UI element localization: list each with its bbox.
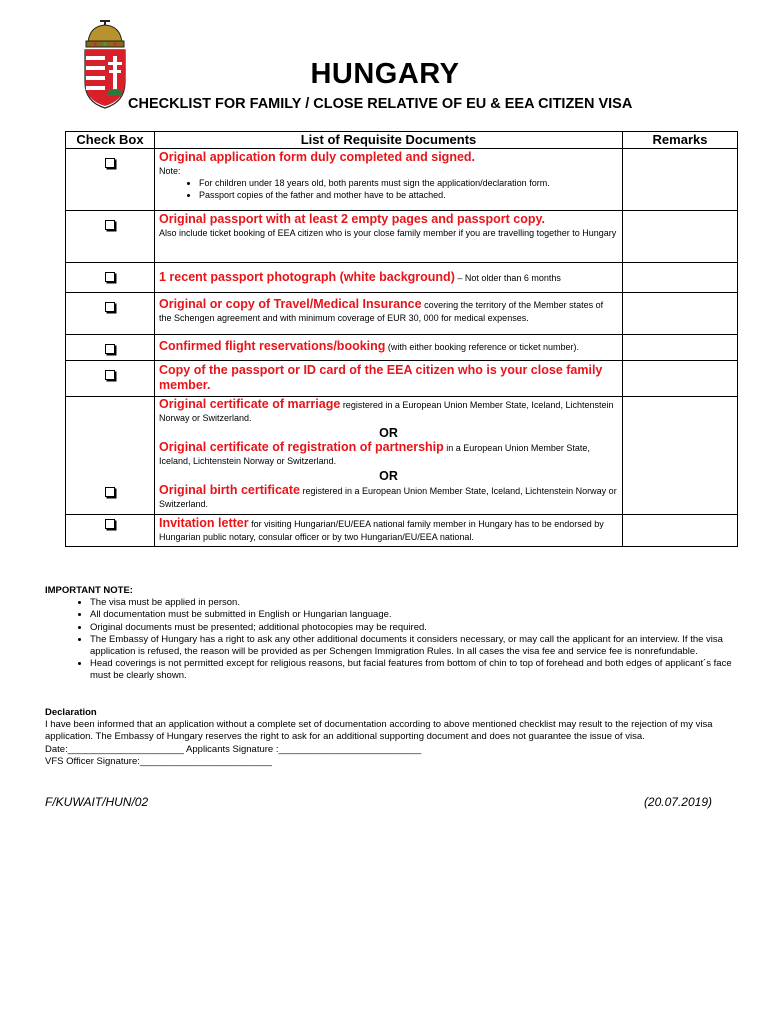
document-title: Copy of the passport or ID card of the EEA citizen who is your close family member. (159, 363, 603, 392)
note-label: Note: (159, 166, 181, 176)
remarks-cell (623, 397, 738, 515)
document-text: covering the territory of the Member states of the Schengen agreement and with minimum coverage of EUR 30, 000 for medical expenses. (159, 300, 604, 323)
page-title: HUNGARY (310, 58, 460, 90)
declaration-heading: Declaration (45, 707, 97, 718)
checkbox[interactable] (105, 158, 115, 168)
important-note-heading: IMPORTANT NOTE: (45, 585, 133, 596)
checkbox[interactable] (105, 487, 115, 497)
table-row (66, 361, 738, 397)
checkbox[interactable] (105, 302, 115, 312)
checkbox[interactable] (105, 370, 115, 380)
table-row (66, 211, 738, 263)
document-text: registered in a European Union Member State, Iceland, Lichtenstein Norway or Switzerland. (159, 400, 614, 423)
table-row (66, 263, 738, 293)
list-item: • The visa must be applied in person. (90, 597, 735, 609)
checkbox[interactable] (105, 220, 115, 230)
declaration-text: I have been informed that an application without a complete set of documentation according to above mentioned checklist may result to the rejection of my visa application. The Embassy of Hungary reserves the right to ask for an additional supporting document and does not guarantee the issue of visa. (45, 719, 713, 743)
or-separator: OR (379, 426, 398, 440)
document-title: Confirmed flight reservations/booking (159, 339, 386, 353)
document-text: (with either booking reference or ticket number). (385, 342, 580, 352)
officer-signature-line: VFS Officer Signature:_________________________ (45, 755, 272, 767)
page-subtitle: CHECKLIST FOR FAMILY / CLOSE RELATIVE OF EU & EEA CITIZEN VISA (128, 96, 633, 112)
list-item: • The Embassy of Hungary has a right to ask any other additional documents it considers necessary, or may call the applicant for an interview. If the visa application is refused, the reason will be provided as per Schengen Immigration Rules. In all cases the visa fee and service fee is nonrefundable. (90, 634, 735, 658)
table-row (66, 293, 738, 335)
document-text: for visiting Hungarian/EU/EEA national family member in Hungary has to be endorsed by Hungarian public notary, consular officer or by two Hungarian/EU/EEA national. (159, 519, 604, 542)
list-item: • For children under 18 years old, both parents must sign the application/declaration form. (199, 177, 618, 189)
remarks-cell (623, 211, 738, 263)
document-text: in a European Union Member State, Iceland, Lichtenstein Norway or Switzerland. (159, 443, 590, 466)
column-header-checkbox: Check Box (66, 132, 155, 149)
table-row (66, 335, 738, 361)
document-title: Original or copy of Travel/Medical Insurance (159, 297, 422, 311)
remarks-cell (623, 263, 738, 293)
document-title: Original certificate of registration of partnership (159, 440, 444, 454)
checkbox[interactable] (105, 344, 115, 354)
table-row (66, 515, 738, 547)
checkbox[interactable] (105, 519, 115, 529)
list-item: • Head coverings is not permitted except for religious reasons, but facial features from bottom of chin to top of forehead and both edges of applicant´s face must be clearly shown. (90, 658, 735, 682)
column-header-documents: List of Requisite Documents (155, 132, 623, 149)
document-text: – Not older than 6 months (454, 273, 561, 283)
document-title: Original application form duly completed and signed. (159, 150, 476, 164)
list-item: • All documentation must be submitted in English or Hungarian language. (90, 609, 735, 621)
list-item: • Passport copies of the father and mother have to be attached. (199, 189, 618, 201)
table-row (66, 397, 738, 515)
remarks-cell (623, 335, 738, 361)
or-separator: OR (379, 469, 398, 483)
remarks-cell (623, 293, 738, 335)
remarks-cell (623, 515, 738, 547)
declaration-section (45, 707, 735, 768)
document-title: 1 recent passport photograph (white background) (159, 270, 455, 284)
table-header-row (66, 132, 738, 149)
remarks-cell (623, 361, 738, 397)
form-code: F/KUWAIT/HUN/02 (45, 795, 149, 809)
remarks-cell (623, 149, 738, 211)
date-signature-line: Date:______________________ Applicants Signature :___________________________ (45, 743, 422, 755)
table-row (66, 149, 738, 211)
column-header-remarks: Remarks (623, 132, 738, 149)
document-title: Original birth certificate (159, 483, 301, 497)
document-title: Invitation letter (159, 516, 249, 530)
list-item: • Original documents must be presented; additional photocopies may be required. (90, 622, 735, 634)
checkbox[interactable] (105, 272, 115, 282)
document-title: Original certificate of marriage (159, 397, 341, 411)
form-date: (20.07.2019) (643, 795, 712, 809)
document-title: Original passport with at least 2 empty pages and passport copy. (159, 212, 545, 226)
important-note-section (45, 585, 735, 683)
document-text: registered in a European Union Member State, Iceland, Lichtenstein Norway or Switzerland. (159, 486, 617, 509)
document-text: Also include ticket booking of EEA citizen who is your close family member if you are travelling together to Hungary (159, 228, 617, 238)
checklist-table (65, 131, 738, 547)
